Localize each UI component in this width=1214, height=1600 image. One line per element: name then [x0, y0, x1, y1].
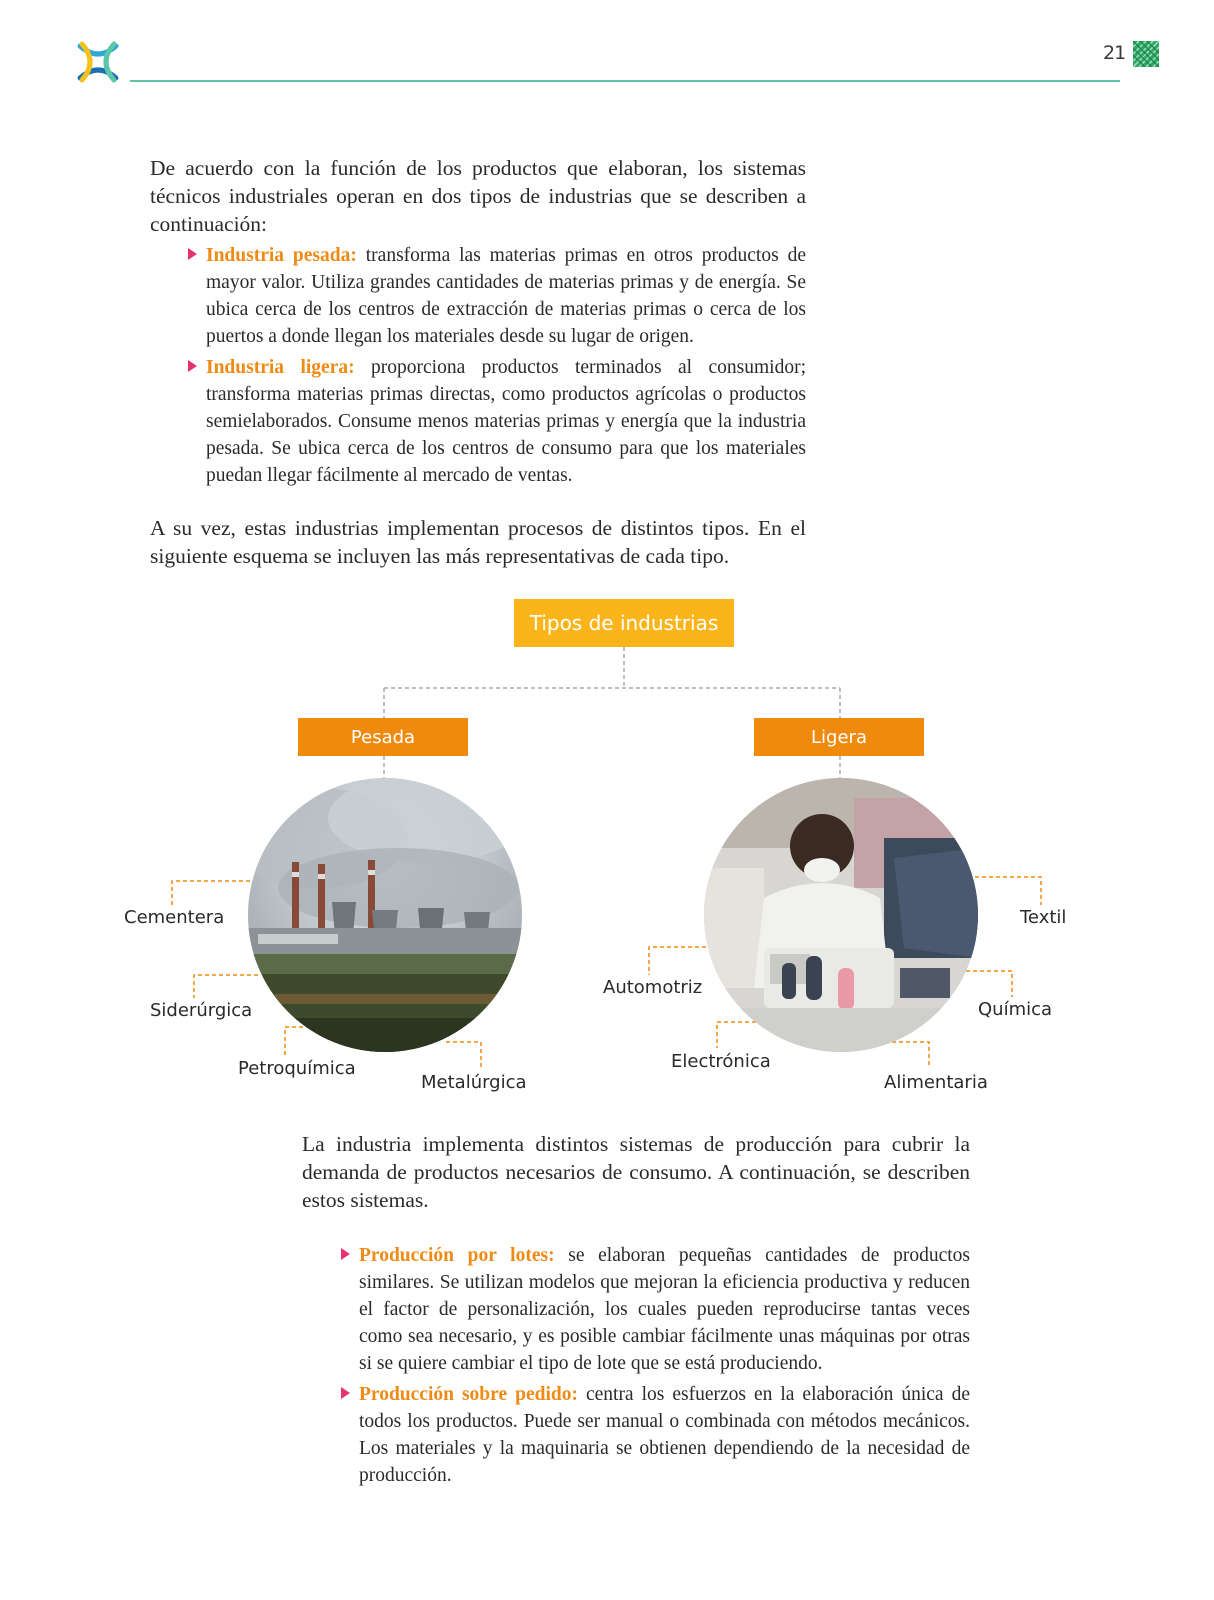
label-siderurgica: Siderúrgica: [150, 1000, 253, 1021]
diagram-title: Tipos de industrias: [514, 599, 734, 647]
label-alimentaria: Alimentaria: [884, 1072, 988, 1093]
list-item: [359, 1242, 970, 1377]
bullet-arrow-icon: [341, 1248, 350, 1260]
category-heavy: Pesada: [298, 718, 468, 756]
definition-text: proporciona productos terminados al consumidor; transforma materias primas directas, como productos agrícolas o productos semielaborados. Consume menos materias primas y energía que la industria pesada. Se ubica cerca de los centros de consumo para que los materiales puedan llegar fácilmente al mercado de ventas.: [206, 357, 806, 486]
production-systems-list: [359, 1242, 970, 1489]
definition-text: se elaboran pequeñas cantidades de productos similares. Se utilizan modelos que mejoran la eficiencia productiva y reducen el factor de personalización, los cuales pueden reproducirse tantas veces como sea necesario, y es posible cambiar fácilmente unas máquinas por otras si se quiere cambiar el tipo de lote que se está produciendo.: [359, 1245, 970, 1374]
category-light: Ligera: [754, 718, 924, 756]
term-heavy-industry: Industria pesada:: [206, 245, 357, 266]
intro-paragraph: De acuerdo con la función de los productos que elaboran, los sistemas técnicos industriales operan en dos tipos de industrias que se describen a continuación:: [150, 156, 806, 236]
term-light-industry: Industria ligera:: [206, 357, 355, 378]
heavy-industry-photo: [248, 778, 522, 1052]
term-batch-production: Producción por lotes:: [359, 1245, 555, 1266]
label-textil: Textil: [1020, 907, 1067, 928]
definition-text: transforma las materias primas en otros productos de mayor valor. Utiliza grandes cantidades de materias primas y de energía. Se ubica cerca de los centros de extracción de materias primas o cerca de los puertos a donde llegan los materiales desde su lugar de origen.: [206, 245, 806, 347]
label-automotriz: Automotriz: [603, 977, 703, 998]
label-quimica: Química: [978, 999, 1053, 1020]
light-industry-photo: [704, 778, 978, 1052]
schema-intro-paragraph: A su vez, estas industrias implementan procesos de distintos tipos. En el siguiente esquema se incluyen las más representativas de cada tipo.: [150, 516, 806, 568]
definition-text: centra los esfuerzos en la elaboración única de todos los productos. Puede ser manual o combinada con métodos mecánicos. Los materiales y la maquinaria se obtienen dependiendo de la necesidad de producción.: [359, 1384, 970, 1486]
list-item: [359, 1381, 970, 1489]
label-cementera: Cementera: [124, 907, 225, 928]
term-order-production: Producción sobre pedido:: [359, 1384, 578, 1405]
page-number: 21: [1103, 42, 1126, 64]
label-electronica: Electrónica: [671, 1051, 771, 1072]
production-systems-intro: La industria implementa distintos sistemas de producción para cubrir la demanda de productos necesarios de consumo. A continuación, se describen estos sistemas.: [302, 1132, 970, 1212]
label-metalurgica: Metalúrgica: [421, 1072, 527, 1093]
bullet-arrow-icon: [341, 1387, 350, 1399]
label-petroquimica: Petroquímica: [238, 1058, 356, 1079]
